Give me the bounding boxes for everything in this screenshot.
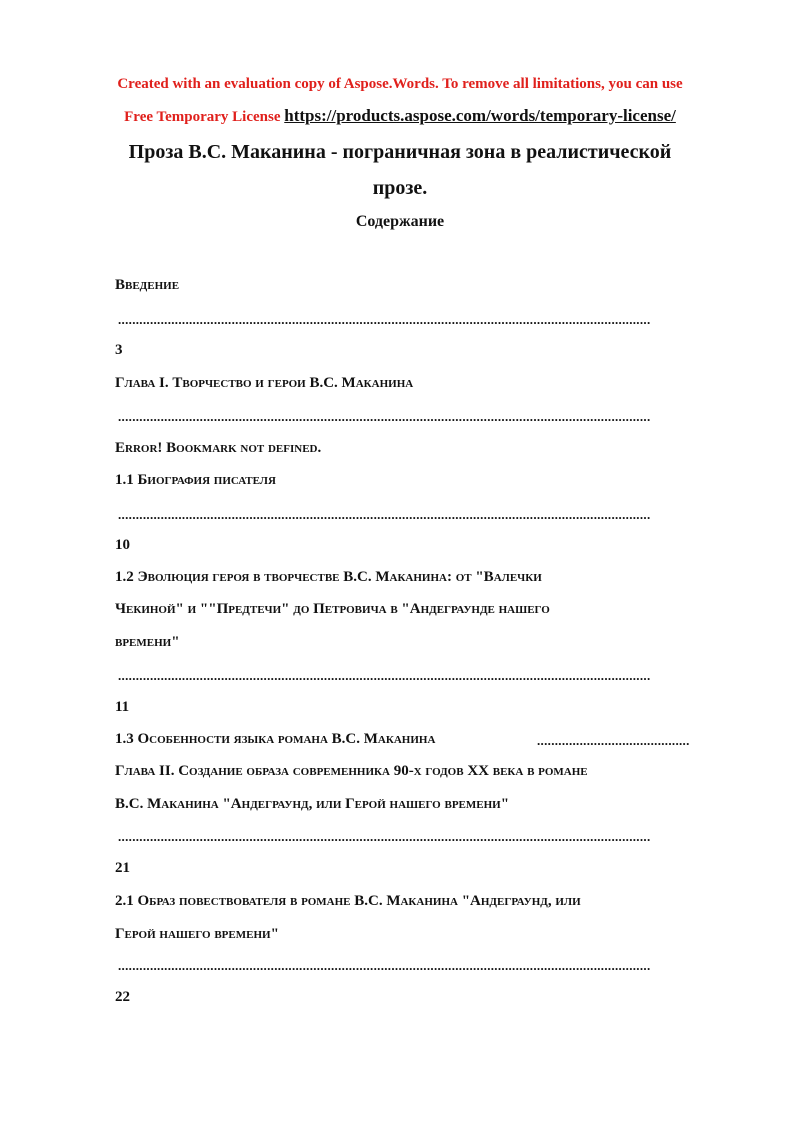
toc-page-number: 22 [115, 989, 130, 1005]
toc-dot-leader: ...................................................................................................................................................... [118, 507, 651, 522]
toc-entry-title-continued[interactable]: Чекиной" и ""Предтечи" до Петровича в "Андеграунде нашего [115, 601, 550, 617]
toc-dot-leader: ........................................... [537, 733, 690, 748]
toc-entry-title[interactable]: 2.1 Образ повествователя в романе В.С. Маканина "Андеграунд, или [115, 893, 581, 909]
temporary-license-link[interactable]: https://products.aspose.com/words/temporary-license/ [284, 106, 676, 125]
toc-entry-title[interactable]: Введение [115, 277, 180, 293]
toc-entry-title[interactable]: 1.1 Биография писателя [115, 472, 276, 488]
toc-entry-title-continued[interactable]: времени" [115, 634, 180, 650]
toc-page-number: 10 [115, 537, 130, 553]
toc-entry-title[interactable]: 1.3 Особенности языка романа В.С. Маканина [115, 731, 436, 747]
toc-page-number: 11 [115, 699, 130, 715]
document-title-line1: Проза В.С. Маканина - пограничная зона в реалистической [128, 141, 672, 163]
evaluation-notice-prefix: Free Temporary License [124, 109, 285, 125]
toc-page-error: Error! Bookmark not defined. [115, 440, 322, 456]
toc-page-number: 21 [115, 860, 130, 876]
toc-dot-leader: ...................................................................................................................................................... [118, 409, 651, 424]
evaluation-notice-line1: Created with an evaluation copy of Aspose.Words. To remove all limitations, you can use [117, 76, 683, 92]
toc-page-number: 3 [115, 342, 123, 358]
toc-dot-leader: ...................................................................................................................................................... [118, 312, 651, 327]
toc-entry-title-continued[interactable]: В.С. Маканина "Андеграунд, или Герой нашего времени" [115, 796, 510, 812]
toc-entry-title-continued[interactable]: Герой нашего времени" [115, 926, 279, 942]
toc-entry-title[interactable]: Глава II. Создание образа современника 90-х годов XX века в романе [115, 763, 588, 779]
toc-entry-title[interactable]: Глава I. Творчество и герои В.С. Маканина [115, 375, 414, 391]
contents-heading: Содержание [355, 213, 445, 230]
toc-entry-title[interactable]: 1.2 Эволюция героя в творчестве В.С. Маканина: от "Валечки [115, 569, 542, 585]
document-title-line2: прозе. [372, 177, 428, 199]
toc-dot-leader: ...................................................................................................................................................... [118, 829, 651, 844]
evaluation-notice-line2 [0, 106, 800, 126]
toc-dot-leader: ...................................................................................................................................................... [118, 668, 651, 683]
toc-dot-leader: ...................................................................................................................................................... [118, 958, 651, 973]
